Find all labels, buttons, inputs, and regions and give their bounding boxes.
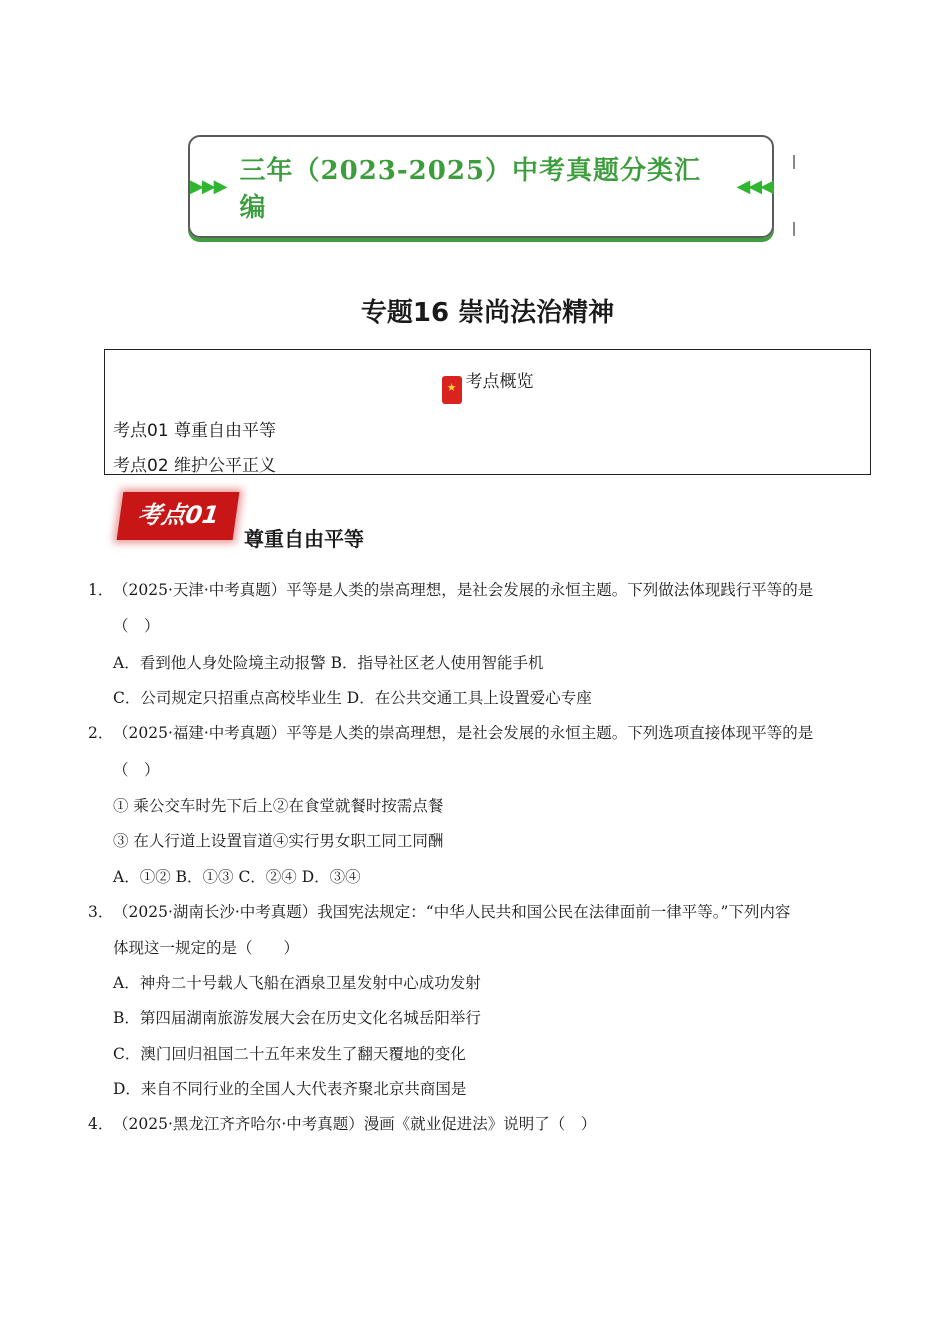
question-number: 1． xyxy=(88,581,114,599)
header-banner xyxy=(188,135,774,238)
overview-heading xyxy=(105,353,870,404)
question-stem-cont: （ ） xyxy=(113,761,160,779)
question-number: 3． xyxy=(88,903,114,921)
answer-option[interactable]: A．神舟二十号载人飞船在酒泉卫星发射中心成功发射 xyxy=(113,974,481,992)
left-arrows-icon: ◀◀◀ xyxy=(736,176,772,197)
answer-options[interactable]: A．①② B．①③ C．②④ D．③④ xyxy=(113,868,361,886)
statement-line: ③ 在人行道上设置盲道④实行男女职工同工同酬 xyxy=(113,832,444,850)
question-number: 4． xyxy=(88,1115,114,1133)
question-stem: （2025·湖南长沙·中考真题）我国宪法规定：“中华人民共和国公民在法律面前一律平等。”下列内容 xyxy=(113,903,791,921)
question-stem: （2025·黑龙江齐齐哈尔·中考真题）漫画《就业促进法》说明了（ ） xyxy=(113,1115,597,1133)
edge-mark xyxy=(793,155,795,169)
answer-option[interactable]: C．澳门回归祖国二十五年来发生了翻天覆地的变化 xyxy=(113,1045,466,1063)
right-arrows-icon: ▶▶▶ xyxy=(190,176,226,197)
answer-options[interactable]: A．看到他人身处险境主动报警 B．指导社区老人使用智能手机 xyxy=(113,654,544,672)
question-stem-cont: 体现这一规定的是（ ） xyxy=(113,939,300,957)
question-stem-cont: （ ） xyxy=(113,617,160,635)
overview-item[interactable]: 考点01 尊重自由平等 xyxy=(113,421,277,441)
statement-line: ① 乘公交车时先下后上②在食堂就餐时按需点餐 xyxy=(113,797,444,815)
overview-item[interactable]: 考点02 维护公平正义 xyxy=(113,456,277,476)
answer-options[interactable]: C．公司规定只招重点高校毕业生 D．在公共交通工具上设置爱心专座 xyxy=(113,689,592,707)
overview-box xyxy=(104,349,871,475)
edge-mark xyxy=(793,222,795,236)
answer-option[interactable]: D．来自不同行业的全国人大代表齐聚北京共商国是 xyxy=(113,1080,467,1098)
question-number: 2． xyxy=(88,724,114,742)
section-badge: 考点01 xyxy=(117,492,240,540)
banner-title: 三年（2023-2025）中考真题分类汇编 xyxy=(239,155,702,223)
book-icon: ★ xyxy=(442,376,462,404)
document-title: 专题16 崇尚法治精神 xyxy=(360,298,615,328)
section-title: 尊重自由平等 xyxy=(244,527,364,551)
overview-label: 考点概览 xyxy=(465,372,534,392)
question-stem: （2025·福建·中考真题）平等是人类的崇高理想，是社会发展的永恒主题。下列选项直接体现平等的是 xyxy=(113,724,814,742)
answer-option[interactable]: B．第四届湖南旅游发展大会在历史文化名城岳阳举行 xyxy=(113,1009,481,1027)
question-stem: （2025·天津·中考真题）平等是人类的崇高理想，是社会发展的永恒主题。下列做法体现践行平等的是 xyxy=(113,581,814,599)
